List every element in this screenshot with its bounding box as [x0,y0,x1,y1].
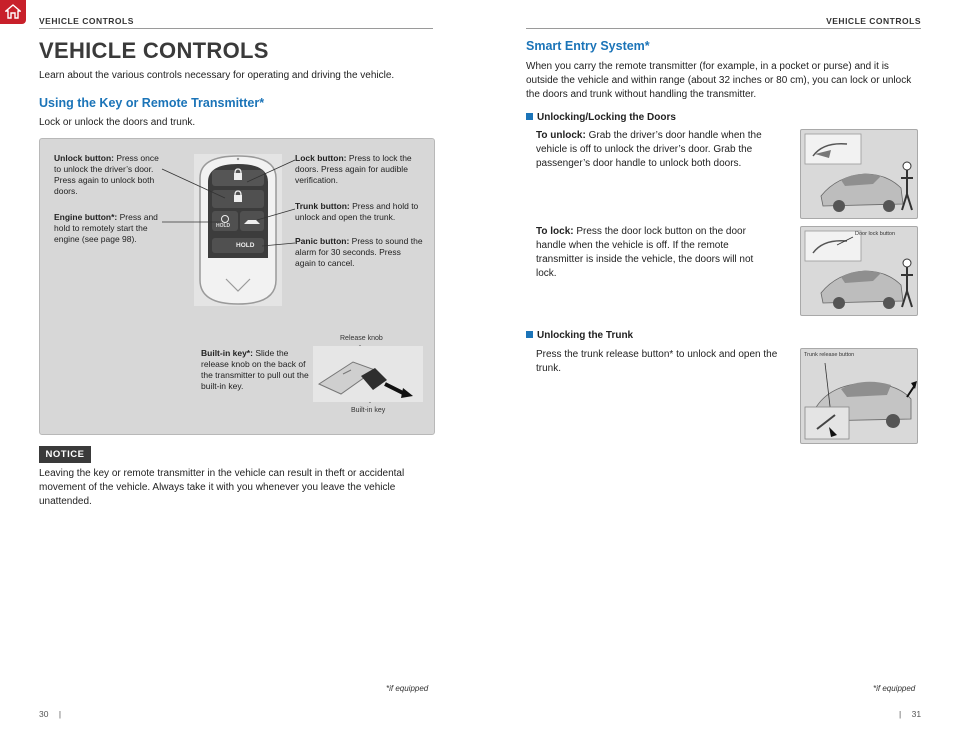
notice-badge: NOTICE [39,446,91,463]
callout-builtin-text: Slide the release knob on the back of the transmitter to pull out the built-in key. [201,348,309,391]
trunk-illustration [800,348,918,444]
left-page-number-group [39,709,61,719]
callout-trunk-title: Trunk button: [295,201,350,211]
callout-unlock-text: Press once to unlock the driver’s door. Press again to unlock both doors. [54,153,159,196]
to-lock-body: Press the door lock button on the door handle when the vehicle is off. If the remote transmitter is inside the vehicle, the doors will not lock. [536,226,754,279]
callout-engine-button [54,212,166,245]
left-running-head: VEHICLE CONTROLS [39,16,134,26]
callout-lock-button [295,153,423,186]
bullet-square-icon [526,331,533,338]
trunk-text: Press the trunk release button* to unlock and open the trunk. [536,349,778,374]
section-title-key: Using the Key or Remote Transmitter* [39,96,265,110]
fob-hold-small-label: HOLD [216,223,231,229]
callout-panic-title: Panic button: [295,236,350,246]
release-knob-label: Release knob [340,335,383,342]
callout-engine-title: Engine button*: [54,212,118,222]
to-unlock-body: Grab the driver’s door handle when the vehicle is off to unlock the driver’s door. Grab the passenger’s door handle to unlock both doors. [536,130,762,169]
to-lock-text [536,225,776,281]
trunk-release-button-label: Trunk release button [804,352,855,358]
smart-entry-intro: When you carry the remote transmitter (for example, in a pocket or purse) and it is outside the vehicle and within range (about 32 inches or 80 cm), you can lock or unlock the doors and trunk without handling the transmitter. [526,61,912,100]
callout-engine-text: Press and hold to remotely start the engine (see page 98). [54,212,158,244]
subsection-doors-title: Unlocking/Locking the Doors [537,112,676,123]
to-unlock-title: To unlock: [536,130,586,141]
right-running-head: VEHICLE CONTROLS [826,16,921,26]
callout-panic-button [295,236,423,269]
subsection-trunk-title: Unlocking the Trunk [537,330,634,341]
left-page-number: 30 [39,709,49,719]
builtin-key-illustration [313,346,423,402]
right-footnote: *if equipped [873,684,916,693]
to-lock-title: To lock: [536,226,574,237]
to-unlock-text [536,129,776,171]
smart-entry-title: Smart Entry System* [526,39,650,53]
bullet-square-icon [526,113,533,120]
callout-lock-text: Press to lock the doors. Press again for audible verification. [295,153,412,185]
callout-trunk-text: Press and hold to unlock and open the trunk. [295,201,419,222]
fob-hold-large-label: HOLD [236,242,255,249]
intro-text: Learn about the various controls necessary for operating and driving the vehicle. [39,70,395,81]
callout-panic-text: Press to sound the alarm for 30 seconds. Press again to cancel. [295,236,423,268]
door-lock-button-label: Door lock button [855,231,896,237]
callout-builtin-key [201,348,311,392]
callout-unlock-button [54,153,166,197]
callout-unlock-title: Unlock button: [54,153,114,163]
left-page-separator: | [58,709,62,719]
subsection-doors [526,112,676,123]
callout-trunk-button [295,201,423,223]
lock-illustration [800,226,918,316]
unlock-illustration [800,129,918,219]
notice-text: Leaving the key or remote transmitter in the vehicle can result in theft or accidental movement of the vehicle. Always take it with you whenever you leave the vehicle unattended. [39,468,405,507]
subsection-trunk [526,330,633,341]
builtin-key-label: Built-in key [351,407,386,414]
callout-lock-title: Lock button: [295,153,347,163]
page-title: VEHICLE CONTROLS [39,38,269,63]
callout-builtin-title: Built-in key*: [201,348,253,358]
right-page-separator: | [899,709,902,719]
left-footnote: *if equipped [386,684,429,693]
right-page-number: 31 [911,709,922,719]
section-text-key: Lock or unlock the doors and trunk. [39,117,196,128]
right-page-number-group [899,709,921,719]
